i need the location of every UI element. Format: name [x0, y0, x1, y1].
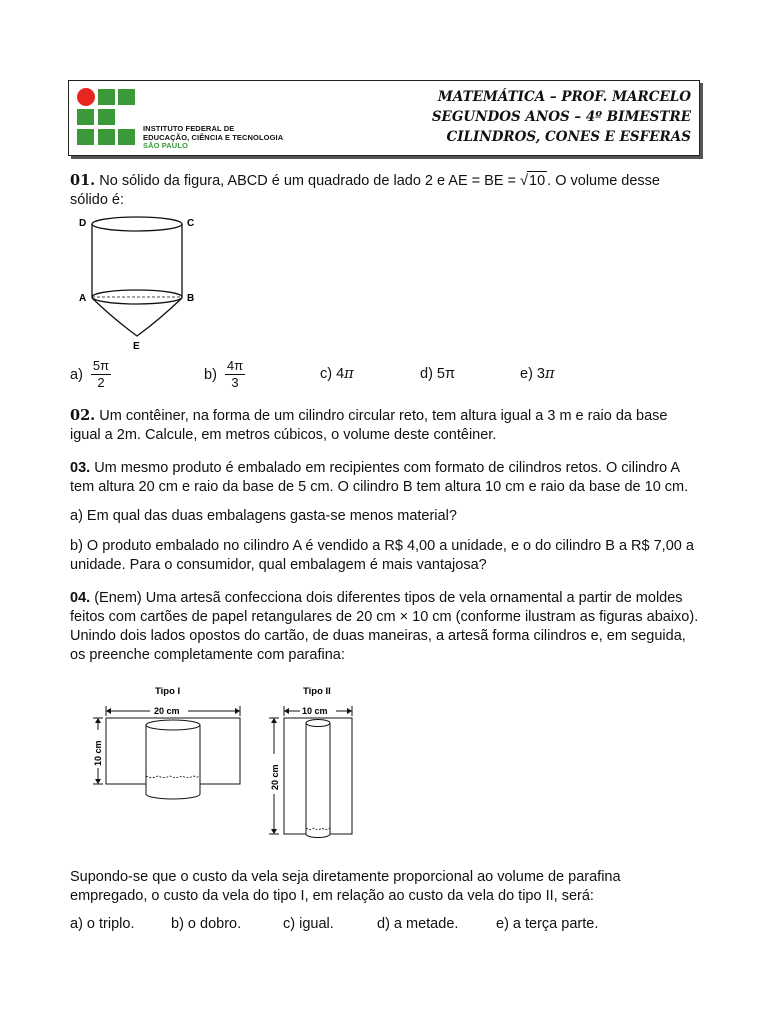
q1-options: [70, 358, 670, 398]
cylinder-cone-figure: [75, 212, 215, 352]
header-line-3: CILINDROS, CONES E ESFERAS: [446, 129, 691, 145]
question-04: [70, 589, 700, 665]
tipo-1-width-label: 20 cm: [154, 706, 180, 716]
option-a: [70, 358, 111, 391]
label-b: B: [187, 293, 195, 304]
question-text-a: No sólido da figura, ABCD é um quadrado de lado 2 e AE = BE =: [95, 173, 521, 189]
logo-line-1: INSTITUTO FEDERAL DE: [143, 124, 235, 133]
option-label: e) 3: [520, 366, 545, 382]
tipo-1-height-label: 10 cm: [93, 740, 103, 766]
option-label: c) 4: [320, 366, 345, 382]
tipo-2-width-label: 10 cm: [302, 706, 328, 716]
question-number: 03.: [70, 460, 91, 476]
institution-logo: [73, 85, 293, 151]
label-e: E: [133, 341, 140, 352]
pi-symbol: π: [344, 366, 354, 382]
logo-campus: SÃO PAULO: [143, 141, 188, 150]
numerator: 4π: [226, 358, 244, 373]
question-03: [70, 459, 700, 497]
sqrt-symbol: √: [520, 173, 529, 189]
tipo-2-height-label: 20 cm: [270, 764, 280, 790]
header-line-2: SEGUNDOS ANOS – 4º BIMESTRE: [431, 109, 691, 125]
logo-line-2: EDUCAÇÃO, CIÊNCIA E TECNOLOGIA: [143, 132, 284, 142]
tipo-2-title: Tipo II: [303, 686, 331, 697]
question-number: 01.: [70, 172, 96, 189]
question-01: [70, 171, 700, 210]
question-text: Um contêiner, na forma de um cilindro circular reto, tem altura igual a 3 m e raio da base igual a 2m. Calcule, em metros cúbicos, o volume deste contêiner.: [70, 408, 668, 443]
document-header: [68, 80, 700, 156]
denominator: 3: [231, 375, 239, 390]
option-label: b): [204, 366, 217, 383]
question-text: (Enem) Uma artesã confecciona dois diferentes tipos de vela ornamental a partir de moldes feitos com cartões de papel retangulares de 20 cm × 10 cm (conforme ilustram as figuras abaixo). Unindo dois lados opostos do cartão, de duas maneiras, a artesã forma cilindros e, em seguida, os preenche completamente com parafina:: [70, 590, 699, 663]
answer-d: d) a metade.: [377, 916, 459, 932]
option-c: [320, 366, 354, 382]
answer-e: e) a terça parte.: [496, 916, 599, 932]
pi-symbol: π: [545, 366, 555, 382]
tipo-1-figure: [88, 682, 248, 802]
question-number: 04.: [70, 590, 91, 606]
label-a: A: [79, 293, 87, 304]
numerator: 5π: [92, 358, 110, 373]
question-03-a: a) Em qual das duas embalagens gasta-se menos material?: [70, 508, 457, 524]
tipo-2-figure: [266, 682, 366, 842]
option-e: [520, 366, 555, 382]
option-b: [204, 358, 245, 391]
fraction: [225, 358, 245, 391]
if-logo-icon: [75, 87, 139, 149]
question-03-b: b) O produto embalado no cilindro A é vendido a R$ 4,00 a unidade, e o do cilindro B a R$ 7,00 a unidade. Para o consumidor, qual embalagem é mais vantajosa?: [70, 538, 694, 573]
q4-answers: [70, 916, 670, 936]
option-label: d) 5π: [420, 366, 455, 382]
header-line-1: MATEMÁTICA – PROF. MARCELO: [437, 89, 691, 105]
logo-text: [143, 125, 283, 151]
option-d: [420, 366, 455, 382]
question-04-follow: Supondo-se que o custo da vela seja diretamente proporcional ao volume de parafina empregado, o custo da vela do tipo I, em relação ao custo da vela do tipo II, será:: [70, 869, 621, 904]
question-number: 02.: [70, 407, 96, 424]
question-text-b: . O volume desse sólido é:: [70, 173, 660, 208]
answer-c: c) igual.: [283, 916, 334, 932]
label-c: C: [187, 218, 195, 229]
question-02: [70, 406, 700, 445]
answer-a: a) o triplo.: [70, 916, 135, 932]
question-text: Um mesmo produto é embalado em recipientes com formato de cilindros retos. O cilindro A tem altura 20 cm e raio da base de 5 cm. O cilindro B tem altura 10 cm e raio da base de 10 cm.: [70, 460, 689, 495]
answer-b: b) o dobro.: [171, 916, 242, 932]
fraction: [91, 358, 111, 391]
label-d: D: [79, 218, 87, 229]
option-label: a): [70, 366, 83, 383]
sqrt-value: 10: [529, 173, 546, 189]
tipo-1-title: Tipo I: [155, 686, 181, 697]
denominator: 2: [97, 375, 105, 390]
header-title: [432, 87, 691, 147]
